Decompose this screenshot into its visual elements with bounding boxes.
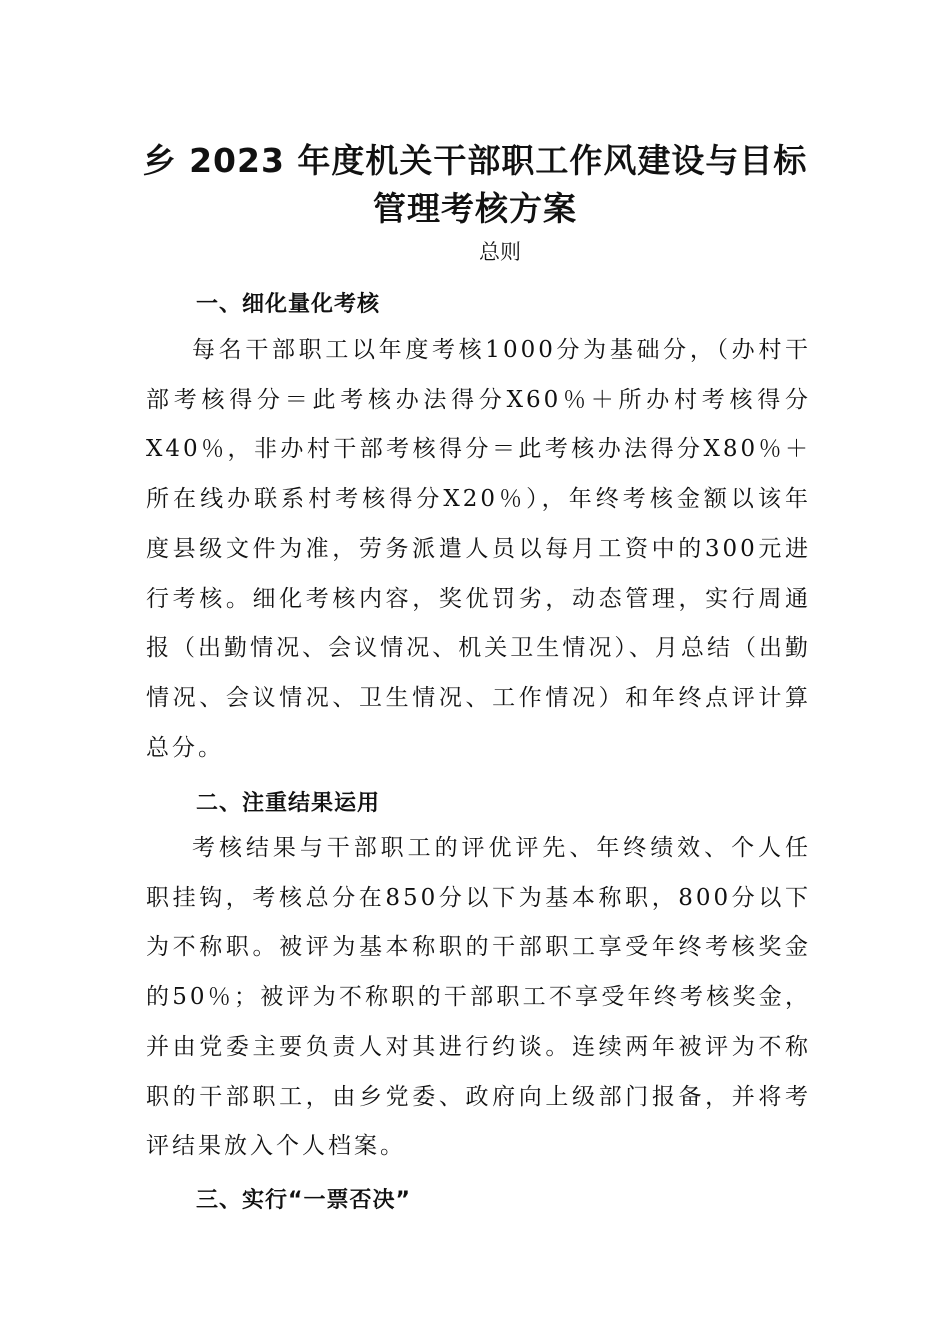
- document-title-line-2: 管理考核方案: [373, 189, 577, 228]
- section-heading-1: 一、细化量化考核: [196, 292, 381, 317]
- section-body-2: 考核结果与干部职工的评优评先、年终绩效、个人任职挂钩，考核总分在850分以下为基本称职，800分以下为不称职。被评为基本称职的干部职工享受年终考核奖金的50％；被评为不称职的干部职工不享受年终考核奖金，并由党委主要负责人对其进行约谈。连续两年被评为不称职的干部职工，由乡党委、政府向上级部门报备，并将考评结果放入个人档案。: [146, 835, 811, 1160]
- section-heading-3: 三、实行“一票否决”: [196, 1188, 411, 1213]
- document-subtitle: 总则: [479, 240, 521, 264]
- section-body-1: 每名干部职工以年度考核1000分为基础分，（办村干部考核得分＝此考核办法得分X60％＋所办村考核得分X40％，非办村干部考核得分＝此考核办法得分X80％＋所在线办联系村考核得分X20％），年终考核金额以该年度县级文件为准，劳务派遣人员以每月工资中的300元进行考核。细化考核内容，奖优罚劣，动态管理，实行周通报（出勤情况、会议情况、机关卫生情况）、月总结（出勤情况、会议情况、卫生情况、工作情况）和年终点评计算总分。: [146, 337, 811, 761]
- document-title-line-1: 乡 2023 年度机关干部职工作风建设与目标: [142, 141, 808, 180]
- section-heading-2: 二、注重结果运用: [196, 791, 381, 816]
